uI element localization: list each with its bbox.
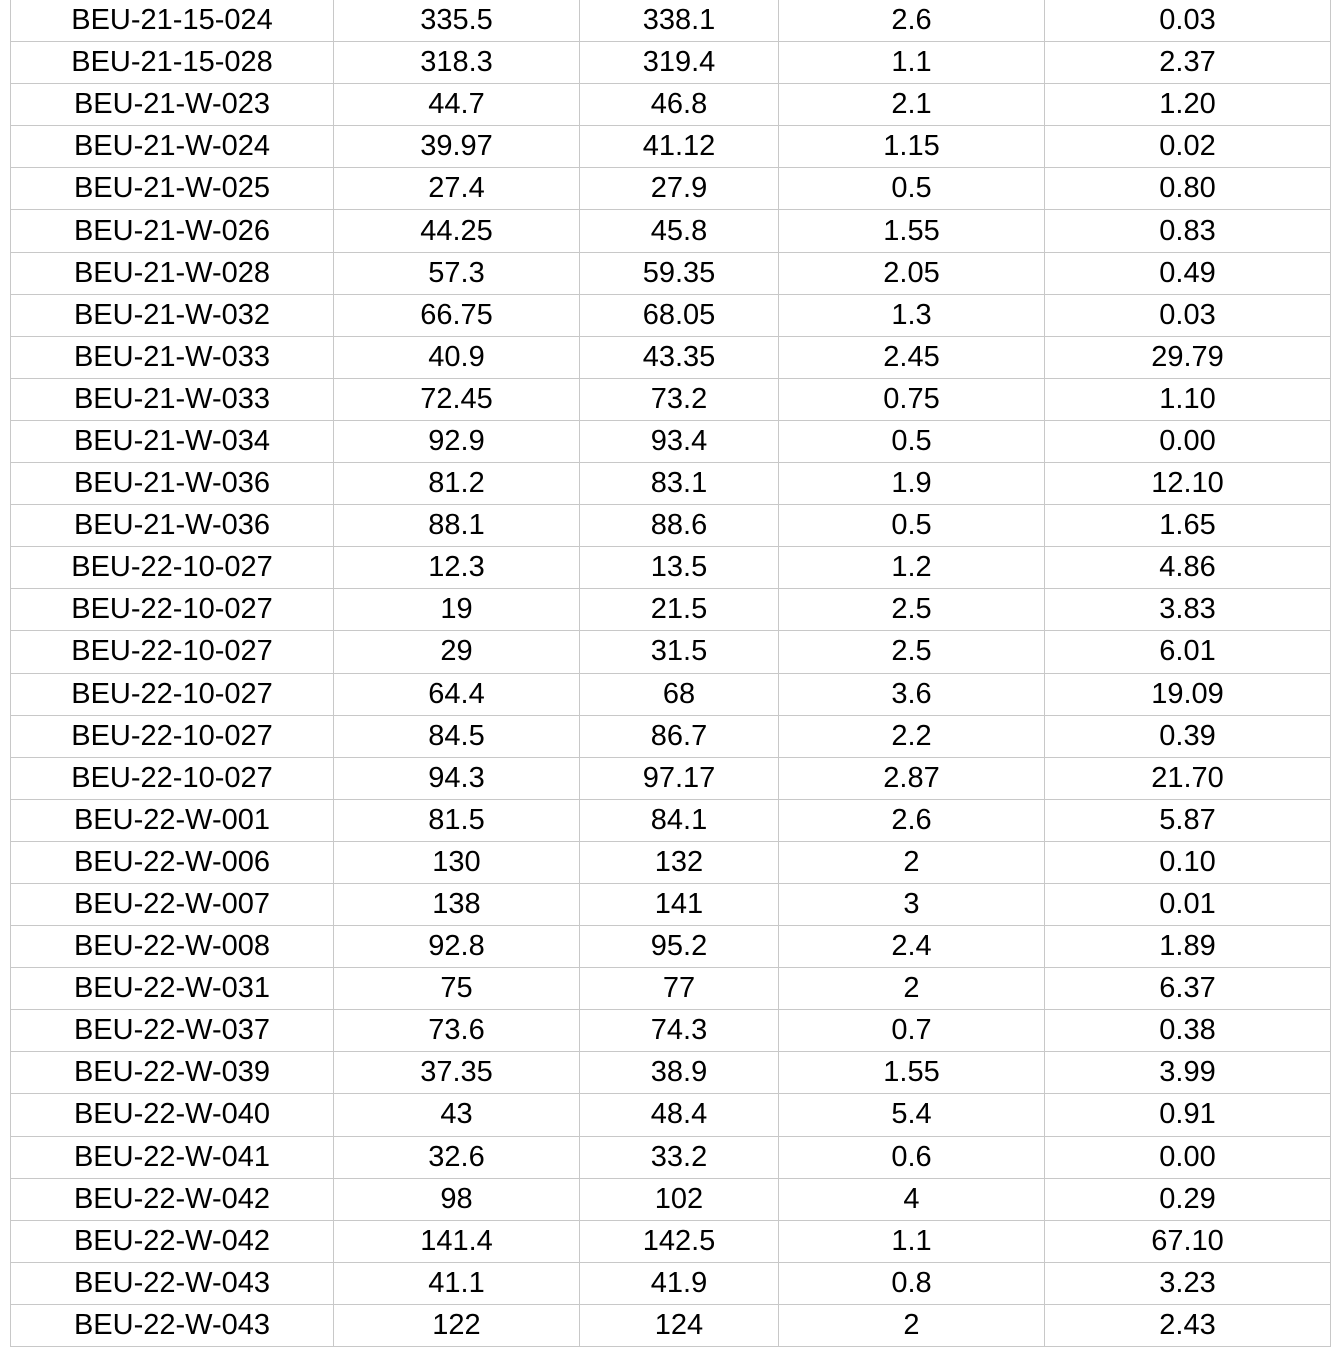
table-cell[interactable]: 97.17 — [580, 757, 779, 799]
table-row — [11, 378, 1331, 420]
table-cell[interactable]: 41.1 — [334, 1262, 580, 1304]
table-row — [11, 84, 1331, 126]
cell-sample-id[interactable]: BEU-21-W-025 — [11, 168, 334, 210]
table-cell[interactable]: 0.01 — [1045, 883, 1331, 925]
table-row — [11, 210, 1331, 252]
table-cell[interactable]: 338.1 — [580, 0, 779, 42]
table-cell[interactable]: 1.15 — [779, 126, 1045, 168]
table-cell[interactable]: 67.10 — [1045, 1220, 1331, 1262]
table-cell[interactable]: 72.45 — [334, 378, 580, 420]
table-cell[interactable]: 318.3 — [334, 42, 580, 84]
table-cell[interactable]: 88.1 — [334, 505, 580, 547]
table-cell[interactable]: 19.09 — [1045, 673, 1331, 715]
table-cell[interactable]: 84.1 — [580, 799, 779, 841]
cell-sample-id[interactable]: BEU-21-15-024 — [11, 0, 334, 42]
table-row — [11, 1178, 1331, 1220]
table-cell[interactable]: 44.7 — [334, 84, 580, 126]
table-cell[interactable]: 27.4 — [334, 168, 580, 210]
table-cell[interactable]: 2.6 — [779, 0, 1045, 42]
table-cell[interactable]: 0.00 — [1045, 420, 1331, 462]
cell-sample-id[interactable]: BEU-21-W-023 — [11, 84, 334, 126]
table-cell[interactable]: 32.6 — [334, 1136, 580, 1178]
table-row — [11, 883, 1331, 925]
table-cell[interactable]: 98 — [334, 1178, 580, 1220]
table-cell[interactable]: 3 — [779, 883, 1045, 925]
table-cell[interactable]: 74.3 — [580, 1010, 779, 1052]
table-cell[interactable]: 19 — [334, 589, 580, 631]
table-row — [11, 1304, 1331, 1346]
cell-sample-id[interactable]: BEU-22-10-027 — [11, 589, 334, 631]
cell-sample-id[interactable]: BEU-21-W-033 — [11, 336, 334, 378]
table-row — [11, 126, 1331, 168]
table-cell[interactable]: 21.70 — [1045, 757, 1331, 799]
table-cell[interactable]: 2.05 — [779, 252, 1045, 294]
cell-sample-id[interactable]: BEU-21-W-032 — [11, 294, 334, 336]
table-cell[interactable]: 0.91 — [1045, 1094, 1331, 1136]
cell-sample-id[interactable]: BEU-22-W-007 — [11, 883, 334, 925]
spreadsheet-table — [10, 0, 1330, 1347]
table-cell[interactable]: 59.35 — [580, 252, 779, 294]
cell-sample-id[interactable]: BEU-22-W-042 — [11, 1220, 334, 1262]
cell-sample-id[interactable]: BEU-22-W-031 — [11, 968, 334, 1010]
table-cell[interactable]: 1.2 — [779, 547, 1045, 589]
table-cell[interactable]: 2.5 — [779, 589, 1045, 631]
cell-sample-id[interactable]: BEU-22-W-037 — [11, 1010, 334, 1052]
cell-sample-id[interactable]: BEU-22-10-027 — [11, 631, 334, 673]
table-cell[interactable]: 0.75 — [779, 378, 1045, 420]
table-cell[interactable]: 86.7 — [580, 715, 779, 757]
table-cell[interactable]: 2.4 — [779, 926, 1045, 968]
table-cell[interactable]: 38.9 — [580, 1052, 779, 1094]
table-row — [11, 0, 1331, 42]
table-cell[interactable]: 3.83 — [1045, 589, 1331, 631]
table-cell[interactable]: 41.12 — [580, 126, 779, 168]
table-cell[interactable]: 88.6 — [580, 505, 779, 547]
cell-sample-id[interactable]: BEU-21-15-028 — [11, 42, 334, 84]
cell-sample-id[interactable]: BEU-21-W-026 — [11, 210, 334, 252]
table-row — [11, 1136, 1331, 1178]
table-cell[interactable]: 46.8 — [580, 84, 779, 126]
table-cell[interactable]: 81.5 — [334, 799, 580, 841]
table-cell[interactable]: 142.5 — [580, 1220, 779, 1262]
cell-sample-id[interactable]: BEU-22-W-040 — [11, 1094, 334, 1136]
cell-sample-id[interactable]: BEU-22-W-043 — [11, 1262, 334, 1304]
table-cell[interactable]: 40.9 — [334, 336, 580, 378]
table-cell[interactable]: 21.5 — [580, 589, 779, 631]
table-row — [11, 968, 1331, 1010]
cell-sample-id[interactable]: BEU-22-W-041 — [11, 1136, 334, 1178]
table-cell[interactable]: 130 — [334, 841, 580, 883]
table-row — [11, 799, 1331, 841]
cell-sample-id[interactable]: BEU-21-W-036 — [11, 463, 334, 505]
cell-sample-id[interactable]: BEU-22-10-027 — [11, 757, 334, 799]
table-cell[interactable]: 2.87 — [779, 757, 1045, 799]
table-row — [11, 926, 1331, 968]
table-cell[interactable]: 141 — [580, 883, 779, 925]
table-cell[interactable]: 92.9 — [334, 420, 580, 462]
table-cell[interactable]: 132 — [580, 841, 779, 883]
cell-sample-id[interactable]: BEU-22-10-027 — [11, 673, 334, 715]
table-cell[interactable]: 2.1 — [779, 84, 1045, 126]
table-row — [11, 420, 1331, 462]
table-cell[interactable]: 93.4 — [580, 420, 779, 462]
table-cell[interactable]: 2 — [779, 841, 1045, 883]
table-cell[interactable]: 1.65 — [1045, 505, 1331, 547]
table-row — [11, 715, 1331, 757]
table-cell[interactable]: 0.02 — [1045, 126, 1331, 168]
table-cell[interactable]: 0.8 — [779, 1262, 1045, 1304]
table-row — [11, 1094, 1331, 1136]
table-cell[interactable]: 138 — [334, 883, 580, 925]
table-row — [11, 757, 1331, 799]
table-row — [11, 294, 1331, 336]
table-cell[interactable]: 0.6 — [779, 1136, 1045, 1178]
table-cell[interactable]: 124 — [580, 1304, 779, 1346]
table-cell[interactable]: 41.9 — [580, 1262, 779, 1304]
table-cell[interactable]: 45.8 — [580, 210, 779, 252]
table-cell[interactable]: 1.1 — [779, 42, 1045, 84]
table-cell[interactable]: 0.38 — [1045, 1010, 1331, 1052]
table-cell[interactable]: 0.80 — [1045, 168, 1331, 210]
cell-sample-id[interactable]: BEU-22-W-001 — [11, 799, 334, 841]
table-cell[interactable]: 37.35 — [334, 1052, 580, 1094]
table-cell[interactable]: 3.99 — [1045, 1052, 1331, 1094]
table-cell[interactable]: 84.5 — [334, 715, 580, 757]
table-cell[interactable]: 5.4 — [779, 1094, 1045, 1136]
table-cell[interactable]: 44.25 — [334, 210, 580, 252]
table-cell[interactable]: 73.2 — [580, 378, 779, 420]
table-cell[interactable]: 0.03 — [1045, 0, 1331, 42]
table-cell[interactable]: 2 — [779, 968, 1045, 1010]
table-cell[interactable]: 102 — [580, 1178, 779, 1220]
table-row — [11, 252, 1331, 294]
table-cell[interactable]: 2.43 — [1045, 1304, 1331, 1346]
table-cell[interactable]: 48.4 — [580, 1094, 779, 1136]
table-row — [11, 463, 1331, 505]
table-cell[interactable]: 6.37 — [1045, 968, 1331, 1010]
cell-sample-id[interactable]: BEU-22-10-027 — [11, 715, 334, 757]
data-table — [10, 0, 1331, 1347]
table-cell[interactable]: 3.6 — [779, 673, 1045, 715]
table-cell[interactable]: 319.4 — [580, 42, 779, 84]
table-row — [11, 547, 1331, 589]
table-cell[interactable]: 0.00 — [1045, 1136, 1331, 1178]
cell-sample-id[interactable]: BEU-21-W-036 — [11, 505, 334, 547]
table-row — [11, 1220, 1331, 1262]
table-cell[interactable]: 95.2 — [580, 926, 779, 968]
table-cell[interactable]: 1.89 — [1045, 926, 1331, 968]
cell-sample-id[interactable]: BEU-22-W-042 — [11, 1178, 334, 1220]
table-cell[interactable]: 1.55 — [779, 1052, 1045, 1094]
table-row — [11, 168, 1331, 210]
table-cell[interactable]: 4 — [779, 1178, 1045, 1220]
table-cell[interactable]: 68 — [580, 673, 779, 715]
table-row — [11, 1010, 1331, 1052]
table-cell[interactable]: 2.2 — [779, 715, 1045, 757]
table-cell[interactable]: 2 — [779, 1304, 1045, 1346]
table-cell[interactable]: 0.03 — [1045, 294, 1331, 336]
table-cell[interactable]: 39.97 — [334, 126, 580, 168]
cell-sample-id[interactable]: BEU-21-W-028 — [11, 252, 334, 294]
cell-sample-id[interactable]: BEU-22-10-027 — [11, 547, 334, 589]
table-cell[interactable]: 5.87 — [1045, 799, 1331, 841]
table-cell[interactable]: 13.5 — [580, 547, 779, 589]
table-cell[interactable]: 94.3 — [334, 757, 580, 799]
table-cell[interactable]: 83.1 — [580, 463, 779, 505]
table-cell[interactable]: 81.2 — [334, 463, 580, 505]
table-cell[interactable]: 0.39 — [1045, 715, 1331, 757]
table-row — [11, 1262, 1331, 1304]
table-cell[interactable]: 29 — [334, 631, 580, 673]
table-cell[interactable]: 43 — [334, 1094, 580, 1136]
table-cell[interactable]: 2.45 — [779, 336, 1045, 378]
table-cell[interactable]: 0.49 — [1045, 252, 1331, 294]
cell-sample-id[interactable]: BEU-22-W-043 — [11, 1304, 334, 1346]
table-row — [11, 1052, 1331, 1094]
table-cell[interactable]: 0.5 — [779, 168, 1045, 210]
table-cell[interactable]: 0.5 — [779, 505, 1045, 547]
table-cell[interactable]: 12.3 — [334, 547, 580, 589]
table-cell[interactable]: 122 — [334, 1304, 580, 1346]
table-cell[interactable]: 43.35 — [580, 336, 779, 378]
table-cell[interactable]: 77 — [580, 968, 779, 1010]
table-row — [11, 673, 1331, 715]
cell-sample-id[interactable]: BEU-22-W-039 — [11, 1052, 334, 1094]
table-cell[interactable]: 6.01 — [1045, 631, 1331, 673]
cell-sample-id[interactable]: BEU-21-W-034 — [11, 420, 334, 462]
table-cell[interactable]: 4.86 — [1045, 547, 1331, 589]
table-cell[interactable]: 1.55 — [779, 210, 1045, 252]
table-cell[interactable]: 141.4 — [334, 1220, 580, 1262]
table-cell[interactable]: 64.4 — [334, 673, 580, 715]
table-row — [11, 336, 1331, 378]
table-cell[interactable]: 3.23 — [1045, 1262, 1331, 1304]
cell-sample-id[interactable]: BEU-21-W-033 — [11, 378, 334, 420]
table-cell[interactable]: 2.5 — [779, 631, 1045, 673]
table-cell[interactable]: 0.10 — [1045, 841, 1331, 883]
cell-sample-id[interactable]: BEU-22-W-006 — [11, 841, 334, 883]
table-cell[interactable]: 29.79 — [1045, 336, 1331, 378]
table-cell[interactable]: 0.83 — [1045, 210, 1331, 252]
table-row — [11, 42, 1331, 84]
table-cell[interactable]: 68.05 — [580, 294, 779, 336]
table-cell[interactable]: 1.1 — [779, 1220, 1045, 1262]
table-row — [11, 631, 1331, 673]
table-cell[interactable]: 31.5 — [580, 631, 779, 673]
table-cell[interactable]: 12.10 — [1045, 463, 1331, 505]
table-cell[interactable]: 27.9 — [580, 168, 779, 210]
table-row — [11, 841, 1331, 883]
table-cell[interactable]: 1.3 — [779, 294, 1045, 336]
table-cell[interactable]: 0.5 — [779, 420, 1045, 462]
table-cell[interactable]: 1.9 — [779, 463, 1045, 505]
cell-sample-id[interactable]: BEU-21-W-024 — [11, 126, 334, 168]
table-body — [11, 0, 1331, 1347]
table-cell[interactable]: 0.7 — [779, 1010, 1045, 1052]
table-cell[interactable]: 73.6 — [334, 1010, 580, 1052]
table-cell[interactable]: 1.20 — [1045, 84, 1331, 126]
table-cell[interactable]: 2.37 — [1045, 42, 1331, 84]
table-cell[interactable]: 92.8 — [334, 926, 580, 968]
table-cell[interactable]: 57.3 — [334, 252, 580, 294]
table-cell[interactable]: 335.5 — [334, 0, 580, 42]
table-cell[interactable]: 1.10 — [1045, 378, 1331, 420]
table-cell[interactable]: 66.75 — [334, 294, 580, 336]
table-cell[interactable]: 75 — [334, 968, 580, 1010]
table-cell[interactable]: 0.29 — [1045, 1178, 1331, 1220]
table-row — [11, 505, 1331, 547]
table-cell[interactable]: 33.2 — [580, 1136, 779, 1178]
table-row — [11, 589, 1331, 631]
cell-sample-id[interactable]: BEU-22-W-008 — [11, 926, 334, 968]
table-cell[interactable]: 2.6 — [779, 799, 1045, 841]
